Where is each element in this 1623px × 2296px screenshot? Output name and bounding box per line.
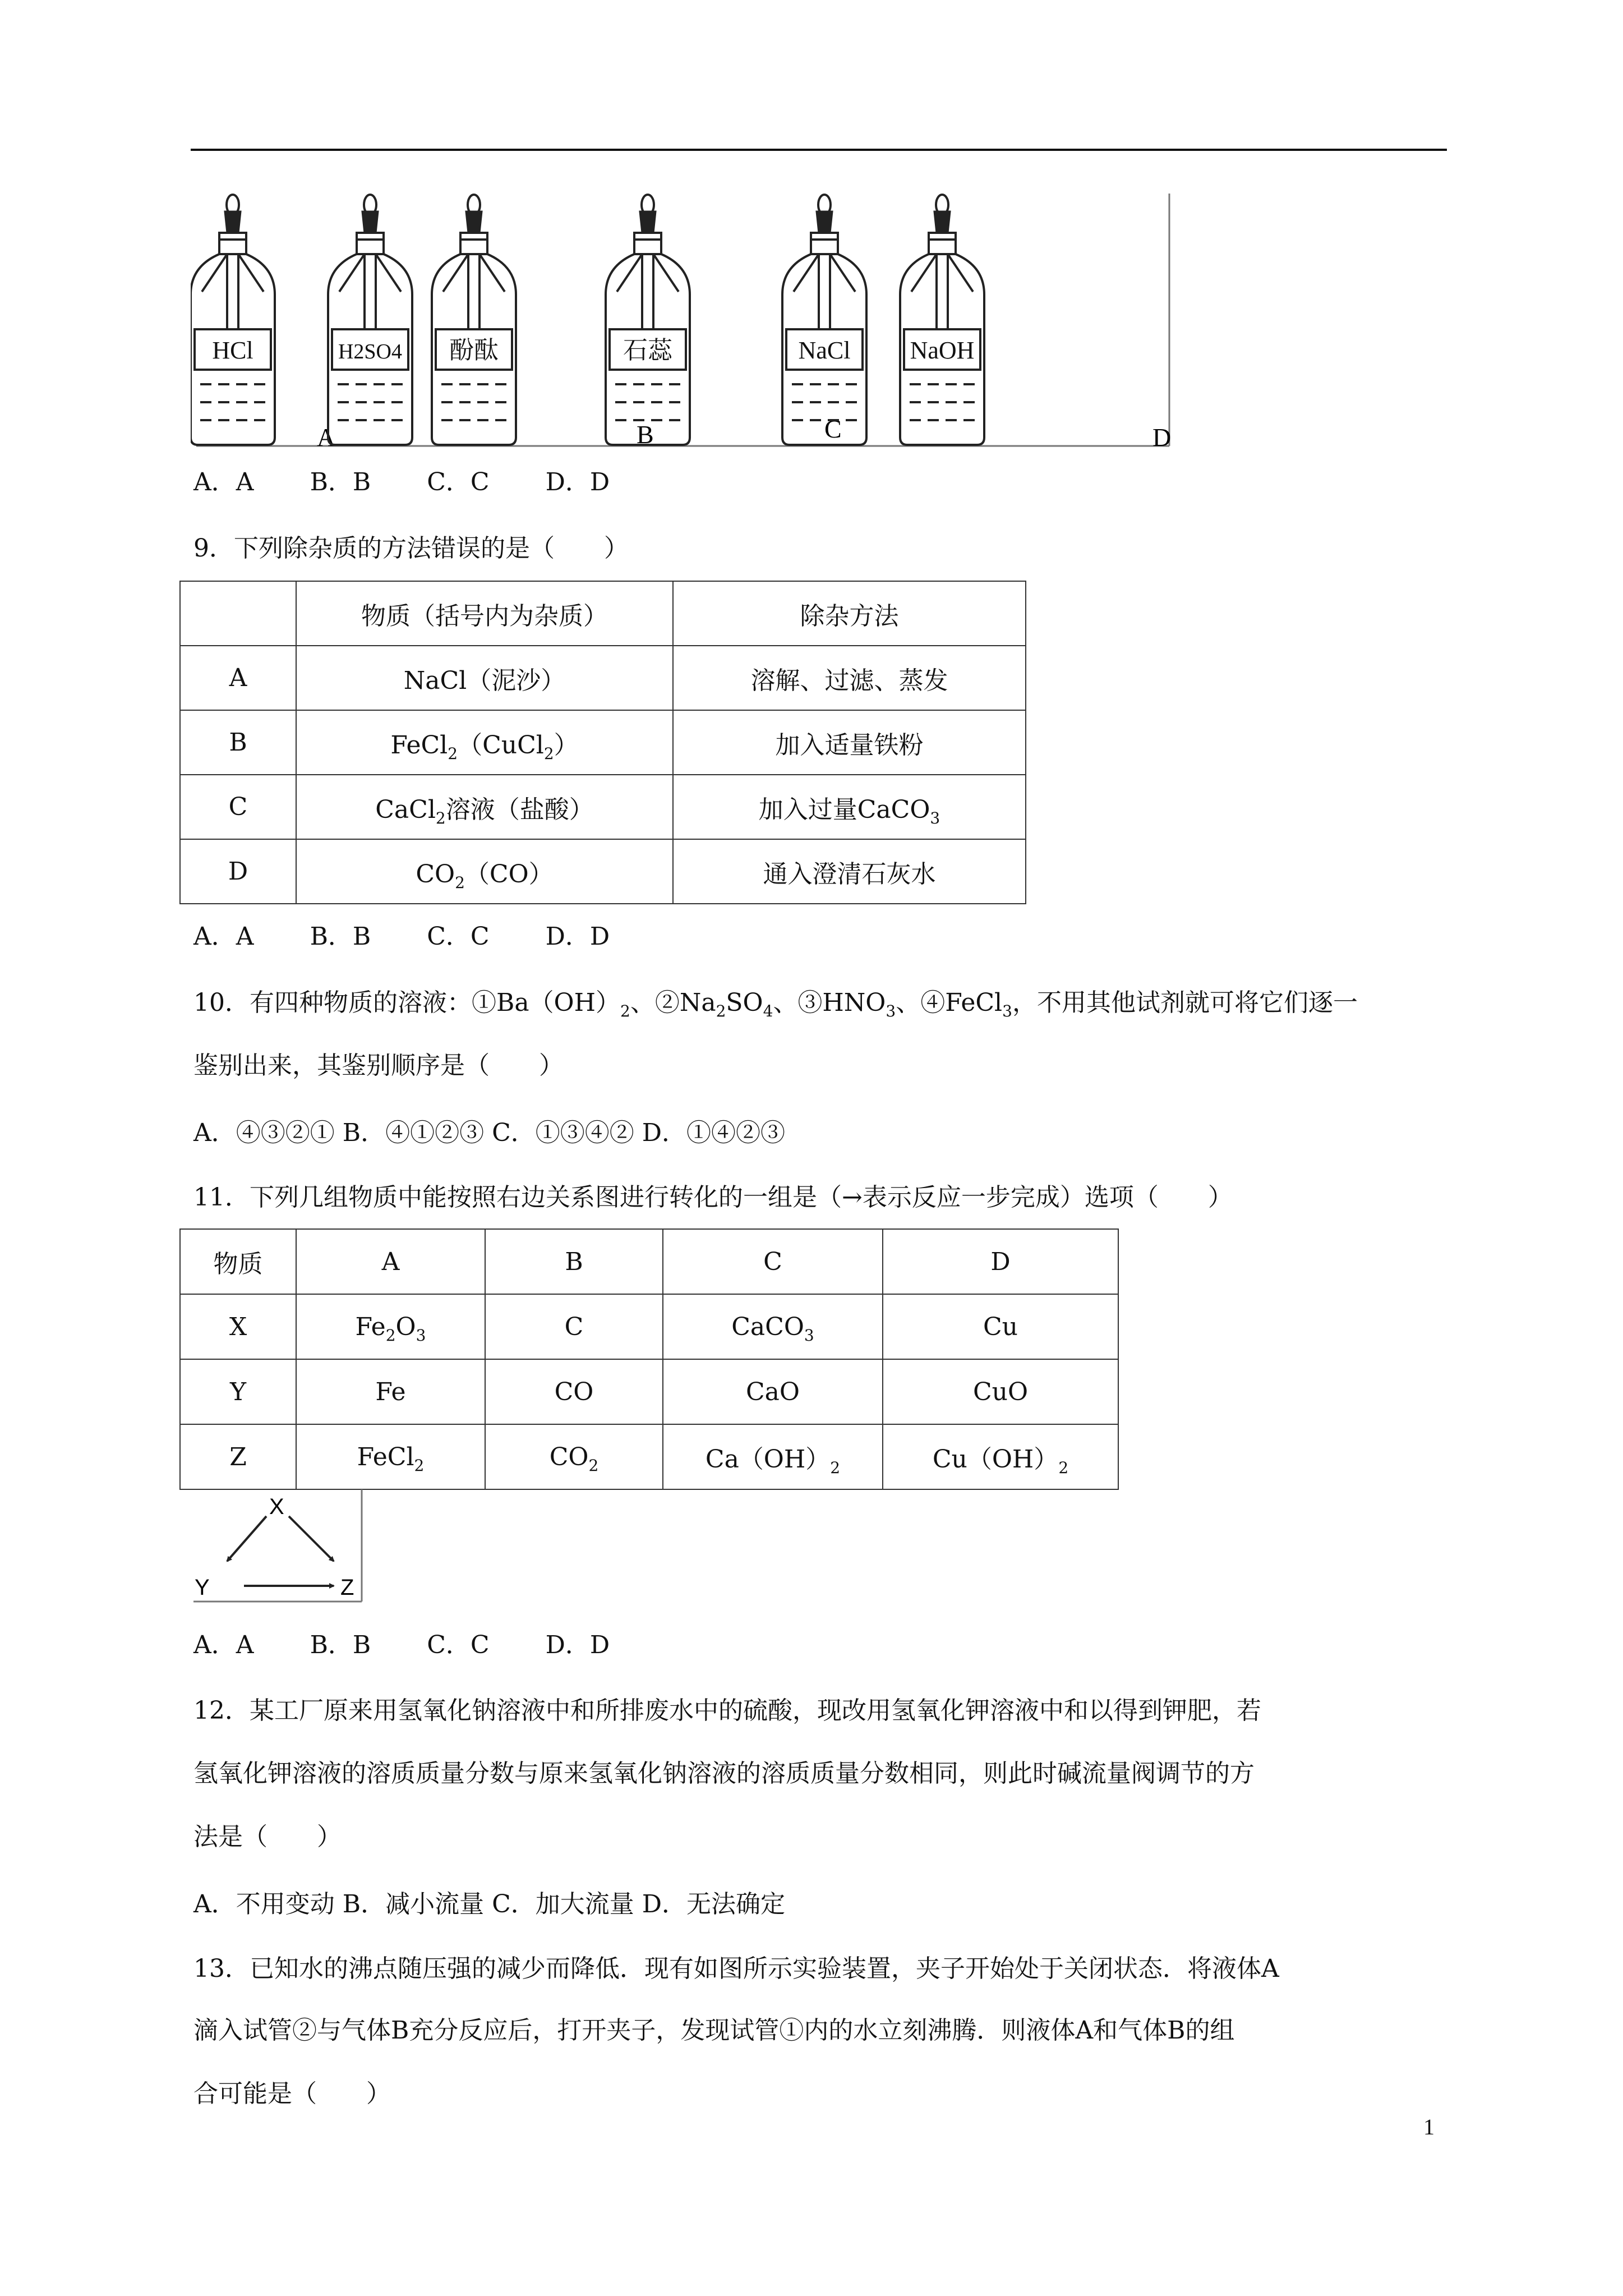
q9-row-label: D [180, 839, 296, 904]
reagent-bottle [606, 195, 690, 445]
q8-option-b[interactable]: B．B [310, 468, 371, 496]
q9-option-b[interactable]: B．B [310, 922, 371, 951]
diagram-node-z: Z [340, 1575, 354, 1600]
reagent-bottle [900, 195, 984, 445]
q13-stem-line1: 13．已知水的沸点随压强的减少而降低．现有如图所示实验装置，夹子开始处于关闭状态．将液体A [193, 1954, 1279, 1983]
q9-header-blank [180, 581, 296, 646]
bottle-label: 石蕊 [623, 337, 672, 364]
q11-cell: FeCl$_2$ [296, 1424, 485, 1489]
reagent-bottle [191, 195, 275, 445]
q9-header-substance: 物质（括号内为杂质） [296, 581, 673, 646]
q9-option-a[interactable]: A．A [193, 922, 254, 951]
q11-option-d[interactable]: D．D [545, 1631, 610, 1659]
q11-option-c[interactable]: C．C [427, 1631, 490, 1659]
q11-cell: $Cu(OH)_2$ [883, 1424, 1118, 1489]
xyz-relation-diagram [193, 1489, 367, 1604]
q11-row-label: X [180, 1294, 296, 1359]
q11-header: D [883, 1229, 1118, 1294]
q10-options[interactable]: A．④③②① B．④①②③ C．①③④② D．①④②③ [193, 1119, 786, 1147]
q9-row-substance: NaCl（泥沙） [296, 646, 673, 710]
q11-header: 物质 [180, 1229, 296, 1294]
q11-cell: C [485, 1294, 663, 1359]
q11-cell: Fe [296, 1359, 485, 1424]
q12-options[interactable]: A．不用变动 B．减小流量 C．加大流量 D．无法确定 [193, 1890, 786, 1918]
q11-cell: CuO [883, 1359, 1118, 1424]
q13-stem-line3: 合可能是（ ） [193, 2079, 391, 2108]
q11-cell: Cu [883, 1294, 1118, 1359]
q11-cell: CaCO$_3$ [663, 1294, 883, 1359]
bottle-label: NaCl [798, 337, 851, 364]
q11-options [193, 1628, 610, 1662]
q11-header: A [296, 1229, 485, 1294]
bottle-group-letter-d: D [1152, 423, 1172, 452]
bottle-group-letter-c: C [824, 415, 842, 443]
q9-row-substance: CaCl$_2$溶液（盐酸） [296, 775, 673, 839]
q11-cell: $CO_2$ [485, 1424, 663, 1489]
q9-row-label: C [180, 775, 296, 839]
q11-stem: 11．下列几组物质中能按照右边关系图进行转化的一组是（→表示反应一步完成）选项（ ） [193, 1183, 1233, 1212]
q12-stem-line3: 法是（ ） [193, 1823, 342, 1851]
bottle-group-letter-a: A [317, 423, 336, 452]
q8-option-a[interactable]: A．A [193, 468, 254, 496]
q11-header: B [485, 1229, 663, 1294]
q9-row-method: 加入适量铁粉 [673, 710, 1026, 775]
q9-row-label: A [180, 646, 296, 710]
q11-cell: $Fe_2O_3$ [296, 1294, 485, 1359]
q13-stem-line2: 滴入试管②与气体B充分反应后，打开夹子，发现试管①内的水立刻沸腾．则液体A和气体B的组 [193, 2016, 1235, 2045]
bottle-label: NaOH [910, 337, 975, 364]
reagent-bottle [432, 195, 516, 445]
bottle-label: 酚酞 [449, 337, 499, 364]
q11-option-a[interactable]: A．A [193, 1631, 254, 1659]
q9-stem: 9．下列除杂质的方法错误的是（ ） [193, 534, 629, 563]
q11-row-label: Y [180, 1359, 296, 1424]
q9-option-c[interactable]: C．C [427, 922, 490, 951]
diagram-node-x: X [269, 1494, 284, 1519]
q9-row-label: B [180, 710, 296, 775]
q10-stem-line2: 鉴别出来，其鉴别顺序是（ ） [193, 1051, 564, 1080]
q9-header-method: 除杂方法 [673, 581, 1026, 646]
q11-cell: $Ca(OH)_2$ [663, 1424, 883, 1489]
q9-row-method: 溶解、过滤、蒸发 [673, 646, 1026, 710]
q11-cell: CO [485, 1359, 663, 1424]
q9-row-substance: $CO_2(CO)$ [296, 839, 673, 904]
q9-row-substance: FeCl$_2$（CuCl$_2$） [296, 710, 673, 775]
q9-table [179, 581, 1026, 904]
q12-stem-line2: 氢氧化钾溶液的溶质质量分数与原来氢氧化钠溶液的溶质质量分数相同，则此时碱流量阀调节的方 [193, 1759, 1255, 1788]
q8-option-d[interactable]: D．D [545, 468, 610, 496]
arrow-x-to-z [289, 1516, 334, 1561]
arrow-x-to-y [227, 1516, 266, 1561]
page-number: 1 [1423, 2114, 1435, 2139]
q8-option-c[interactable]: C．C [427, 468, 490, 496]
q11-cell: CaO [663, 1359, 883, 1424]
bottle-label: H2SO4 [338, 340, 403, 364]
q9-row-method: 加入过量CaCO$_3$ [673, 775, 1026, 839]
q12-stem-line1: 12．某工厂原来用氢氧化钠溶液中和所排废水中的硫酸，现改用氢氧化钾溶液中和以得到钾肥，若 [193, 1696, 1261, 1725]
q11-table [179, 1228, 1119, 1490]
q9-options [193, 920, 610, 954]
q11-header: C [663, 1229, 883, 1294]
reagent-bottles-figure [191, 188, 1189, 452]
q9-row-method: 通入澄清石灰水 [673, 839, 1026, 904]
q11-row-label: Z [180, 1424, 296, 1489]
q11-option-b[interactable]: B．B [310, 1631, 371, 1659]
diagram-node-y: Y [195, 1575, 210, 1600]
q8-options [193, 466, 610, 499]
reagent-bottle [328, 195, 412, 445]
header-rule [191, 149, 1447, 151]
q9-option-d[interactable]: D．D [545, 922, 610, 951]
bottle-group-letter-b: B [637, 420, 654, 449]
reagent-bottle [782, 195, 866, 445]
bottle-label: HCl [212, 337, 253, 364]
q10-stem-line1: 10．有四种物质的溶液：$①Ba(OH)_2$、$②Na_2SO_4$、$③HNO_3$、④FeCl$_3$，不用其他试剂就可将它们逐一 [193, 988, 1358, 1020]
